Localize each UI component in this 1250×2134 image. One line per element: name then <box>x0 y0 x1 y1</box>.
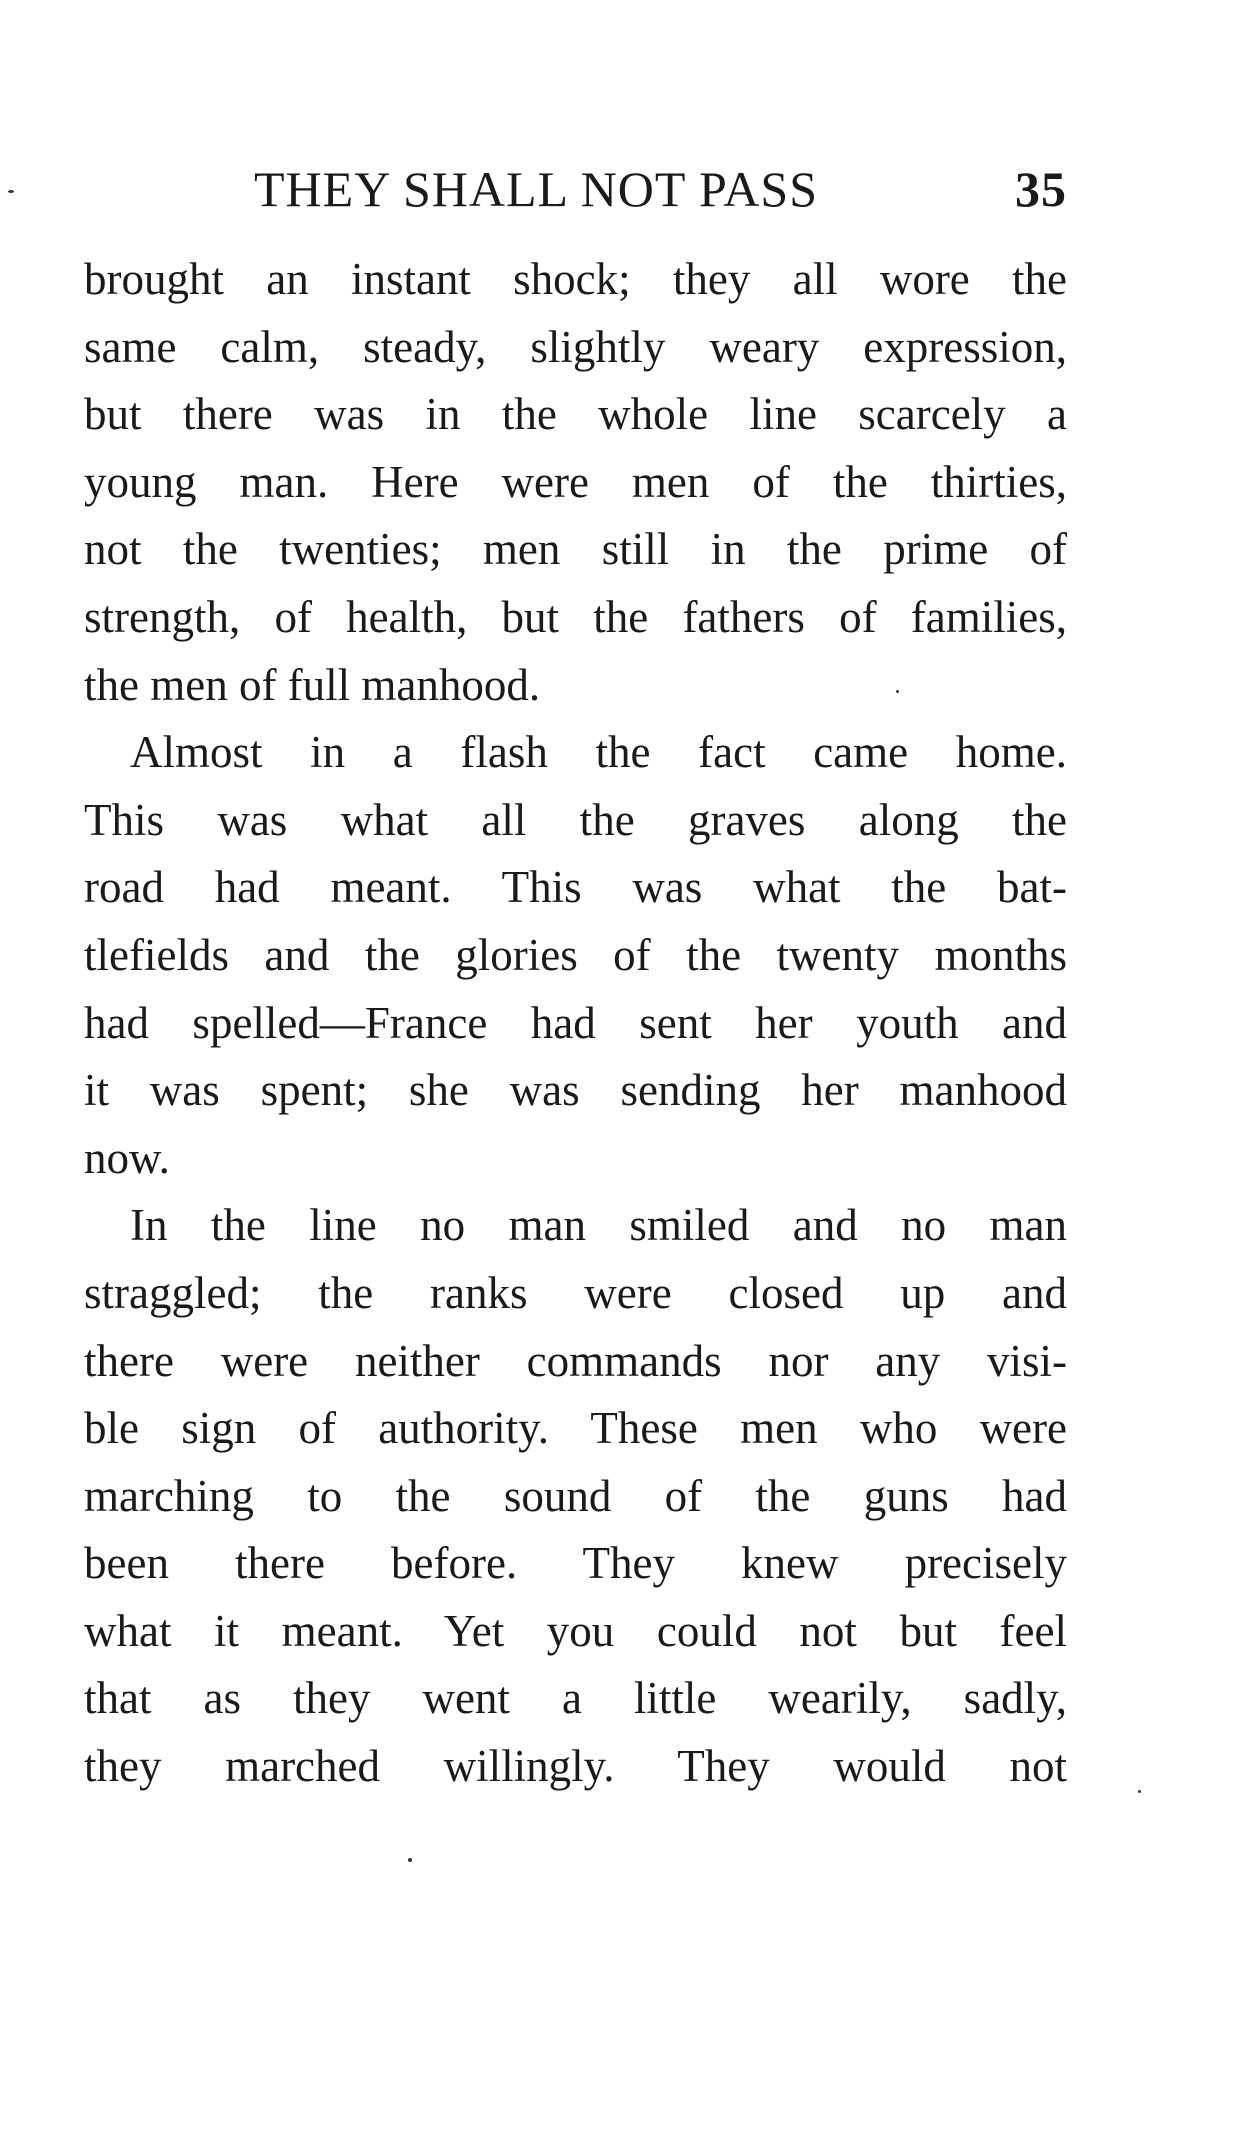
text-line: ble sign of authority. These men who were <box>84 1403 1067 1454</box>
text-line: road had meant. This was what the bat- <box>84 862 1067 913</box>
text-line: strength, of health, but the fathers of families, <box>84 591 1067 642</box>
text-line: now. <box>84 1132 170 1183</box>
text-line: marching to the sound of the guns had <box>84 1470 1067 1521</box>
body-text <box>84 246 1067 1801</box>
text-line: the men of full manhood. <box>84 659 541 710</box>
text-line: that as they went a little wearily, sadly, <box>84 1673 1067 1724</box>
text-line: Almost in a flash the fact came home. <box>130 727 1067 778</box>
text-line: not the twenties; men still in the prime of <box>84 524 1067 575</box>
text-line: brought an instant shock; they all wore the <box>84 254 1067 304</box>
running-title: THEY SHALL NOT PASS <box>254 161 818 217</box>
paragraph-3 <box>84 1192 1067 1800</box>
scan-speck <box>408 1858 412 1862</box>
text-line: young man. Here were men of the thirties, <box>84 456 1067 507</box>
text-line: tlefields and the glories of the twenty months <box>84 929 1067 980</box>
text-line: straggled; the ranks were closed up and <box>84 1267 1067 1318</box>
scan-speck <box>896 690 899 693</box>
scan-speck <box>8 190 14 193</box>
page-number: 35 <box>1015 161 1067 217</box>
paragraph-1 <box>84 246 1067 719</box>
text-line: been there before. They knew precisely <box>84 1538 1067 1589</box>
text-line: it was spent; she was sending her manhood <box>84 1065 1067 1116</box>
text-line: same calm, steady, slightly weary expression, <box>84 321 1067 372</box>
text-line: This was what all the graves along the <box>84 794 1067 845</box>
text-line: they marched willingly. They would not <box>84 1741 1067 1792</box>
text-line: In the line no man smiled and no man <box>130 1200 1067 1251</box>
text-line: had spelled—France had sent her youth and <box>84 997 1067 1048</box>
page-header <box>84 160 1067 220</box>
scan-speck <box>1138 1790 1141 1793</box>
text-line: but there was in the whole line scarcely a <box>84 389 1067 440</box>
paragraph-2 <box>84 719 1067 1192</box>
text-line: what it meant. Yet you could not but feel <box>84 1605 1067 1656</box>
text-line: there were neither commands nor any visi- <box>84 1335 1067 1386</box>
